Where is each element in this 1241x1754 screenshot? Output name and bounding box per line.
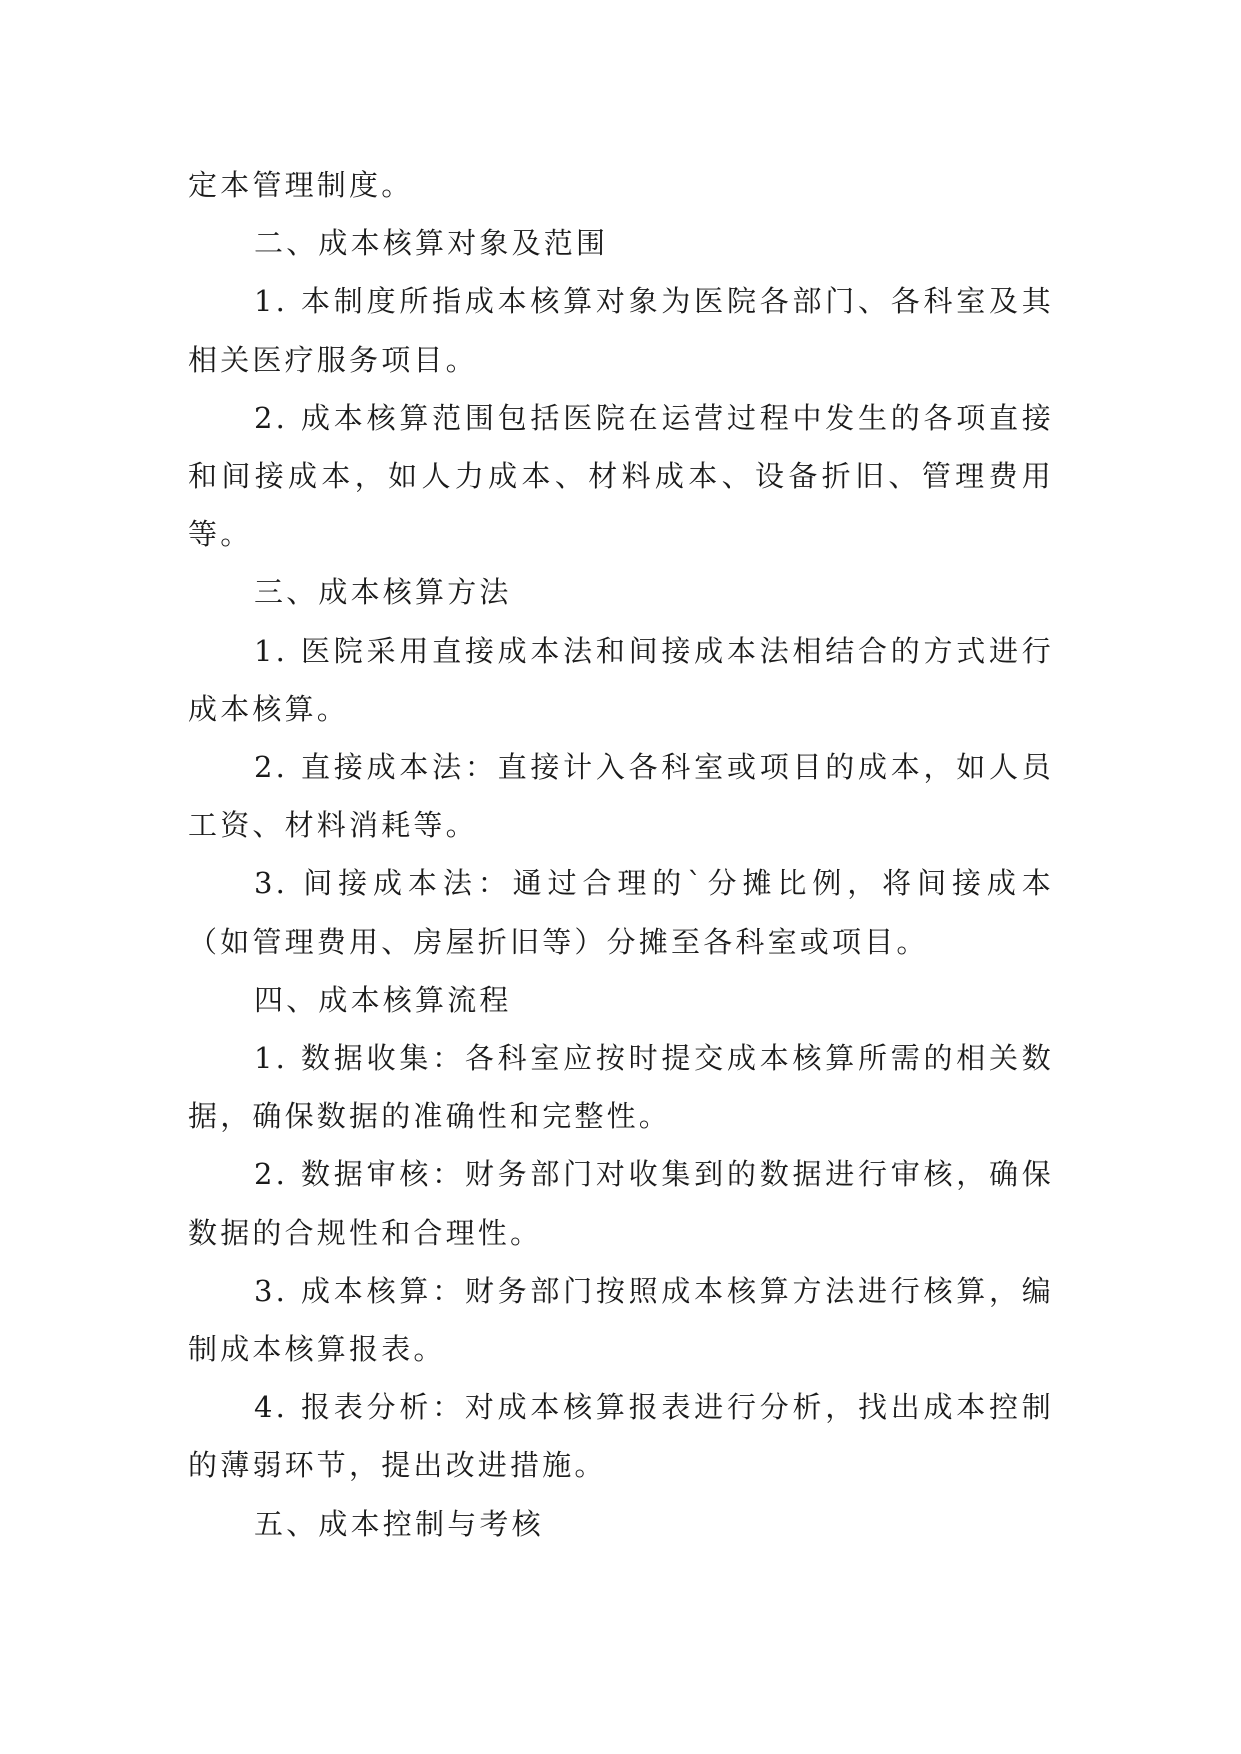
list-item: 3. 成本核算：财务部门按照成本核算方法进行核算，编制成本核算报表。 (188, 1273, 1054, 1367)
list-item: 2. 成本核算范围包括医院在运营过程中发生的各项直接和间接成本，如人力成本、材料成本、设备折旧、管理费用等。 (188, 400, 1054, 552)
paragraph-continuation: 定本管理制度。 (188, 168, 414, 202)
list-item: 3. 间接成本法：通过合理的`分摊比例，将间接成本（如管理费用、房屋折旧等）分摊至各科室或项目。 (188, 866, 1054, 959)
list-item: 2. 直接成本法：直接计入各科室或项目的成本，如人员工资、材料消耗等。 (188, 750, 1054, 843)
list-item: 4. 报表分析：对成本核算报表进行分析，找出成本控制的薄弱环节，提出改进措施。 (188, 1390, 1054, 1483)
section-heading-2: 二、成本核算对象及范围 (254, 226, 609, 261)
list-item: 1. 本制度所指成本核算对象为医院各部门、各科室及其相关医疗服务项目。 (188, 284, 1054, 377)
document-body (188, 156, 1054, 1553)
section-heading-4: 四、成本核算流程 (254, 982, 512, 1017)
section-heading-5: 五、成本控制与考核 (254, 1506, 544, 1541)
list-item: 1. 数据收集：各科室应按时提交成本核算所需的相关数据，确保数据的准确性和完整性。 (188, 1041, 1054, 1134)
list-item: 1. 医院采用直接成本法和间接成本法相结合的方式进行成本核算。 (188, 633, 1054, 726)
list-item: 2. 数据审核：财务部门对收集到的数据进行审核，确保数据的合规性和合理性。 (188, 1157, 1054, 1250)
section-heading-3: 三、成本核算方法 (254, 575, 512, 610)
